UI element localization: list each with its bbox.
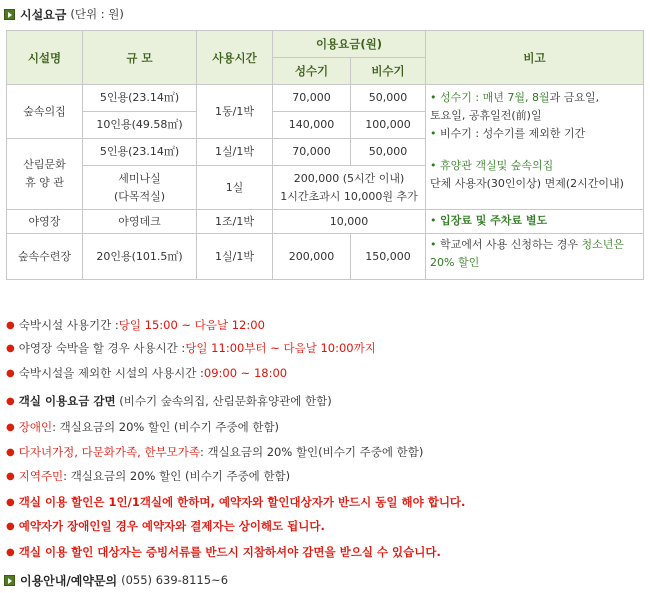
header-note: 비고 bbox=[426, 31, 644, 85]
dot-bullet-icon: ● bbox=[6, 496, 15, 508]
dot-bullet-icon: ● bbox=[6, 520, 15, 532]
arrow-bullet-icon bbox=[4, 575, 15, 586]
cell-scale: 10인용(49.58㎡) bbox=[83, 112, 197, 139]
cell-facility: 야영장 bbox=[7, 210, 83, 234]
note-line: 토요일, 공휴일전(前)일 bbox=[430, 109, 542, 122]
header-facility: 시설명 bbox=[7, 31, 83, 85]
cell-facility: 숲속의집 bbox=[7, 85, 83, 139]
note-line: 단체 사용자(30인이상) 면제(2시간이내) bbox=[430, 177, 624, 190]
note-admission: • 입장료 및 주차료 별도 bbox=[426, 210, 644, 234]
warning-line: ● 객실 이용 할인 대상자는 증빙서류를 반드시 지참하셔야 감면을 받으실 수 있습니다. bbox=[6, 545, 441, 559]
discount-line: ● 다자녀가정, 다문화가족, 한부모가족 : 객실요금의 20% 할인(비수기 주중에 한함) bbox=[6, 445, 424, 459]
cell-facility: 숲속수련장 bbox=[7, 234, 83, 280]
warning-line: ● 예약자가 장애인일 경우 예약자와 결제자는 상이해도 됩니다. bbox=[6, 519, 325, 533]
header-scale: 규 모 bbox=[83, 31, 197, 85]
cell-offpeak: 150,000 bbox=[351, 234, 426, 280]
cell-offpeak: 50,000 bbox=[351, 139, 426, 166]
cell-facility: 산림문화 휴 양 관 bbox=[7, 139, 83, 210]
note-bullet-icon: • bbox=[430, 214, 437, 227]
cell-peak: 70,000 bbox=[273, 85, 351, 112]
header-fee: 이용요금(원) bbox=[273, 31, 426, 58]
cell-time: 1실/1박 bbox=[197, 234, 273, 280]
dot-bullet-icon: ● bbox=[6, 367, 15, 379]
section-header-fees bbox=[4, 6, 124, 22]
discount-line: ● 장애인 : 객실요금의 20% 할인 (비수기 주중에 한함) bbox=[6, 420, 280, 434]
cell-peak: 200,000 bbox=[273, 234, 351, 280]
dot-bullet-icon: ● bbox=[6, 546, 15, 558]
contact-phone: (055) 639-8115~6 bbox=[121, 573, 229, 587]
cell-scale: 5인용(23.14㎡) bbox=[83, 85, 197, 112]
note-bullet-icon: • bbox=[430, 91, 437, 104]
section-title: 시설요금 bbox=[20, 7, 67, 22]
note-school: • 학교에서 사용 신청하는 경우 청소년은 20% 할인 bbox=[426, 234, 644, 280]
cell-time: 1동/1박 bbox=[197, 85, 273, 139]
unit-label: (단위 : 원) bbox=[70, 7, 124, 21]
table-row bbox=[7, 85, 644, 112]
cell-time: 1조/1박 bbox=[197, 210, 273, 234]
dot-bullet-icon: ● bbox=[6, 446, 15, 458]
discount-header: ● 객실 이용요금 감면 (비수기 숲속의집, 산림문화휴양관에 한함) bbox=[6, 394, 332, 408]
table-row bbox=[7, 210, 644, 234]
cell-scale: 야영데크 bbox=[83, 210, 197, 234]
section-header-contact bbox=[4, 572, 228, 588]
info-line: ● 야영장 숙박을 할 경우 사용시간 : 당일 11:00부터 ~ 다음날 10:00까지 bbox=[6, 341, 376, 355]
dot-bullet-icon: ● bbox=[6, 342, 15, 354]
dot-bullet-icon: ● bbox=[6, 470, 15, 482]
dot-bullet-icon: ● bbox=[6, 395, 15, 407]
note-bullet-icon: • bbox=[430, 127, 437, 140]
contact-title: 이용안내/예약문의 bbox=[20, 573, 118, 588]
note-season: • 성수기 : 매년 7월, 8월과 금요일, 토요일, 공휴일전(前)일 • 비수기 : 성수기를 제외한 기간 • 휴양관 객실및 숲속의집 단체 사용자(30인이상) 면제(2시간이내) bbox=[426, 85, 644, 210]
note-bullet-icon: • bbox=[430, 159, 437, 172]
cell-scale: 세미나실 (다목적실) bbox=[83, 166, 197, 210]
dot-bullet-icon: ● bbox=[6, 421, 15, 433]
cell-time: 1실 bbox=[197, 166, 273, 210]
cell-peak: 70,000 bbox=[273, 139, 351, 166]
note-line: 휴양관 객실및 숲속의집 bbox=[440, 159, 554, 172]
fee-table bbox=[6, 30, 644, 280]
cell-scale: 20인용(101.5㎡) bbox=[83, 234, 197, 280]
dot-bullet-icon: ● bbox=[6, 319, 15, 331]
note-bullet-icon: • bbox=[430, 238, 437, 251]
discount-line: ● 지역주민 : 객실요금의 20% 할인 (비수기 주중에 한함) bbox=[6, 469, 291, 483]
header-peak: 성수기 bbox=[273, 58, 351, 85]
header-time: 사용시간 bbox=[197, 31, 273, 85]
arrow-bullet-icon bbox=[4, 9, 15, 20]
cell-offpeak: 100,000 bbox=[351, 112, 426, 139]
info-line: ● 숙박시설을 제외한 시설의 사용시간 : 09:00 ~ 18:00 bbox=[6, 366, 288, 380]
cell-fee: 10,000 bbox=[273, 210, 426, 234]
cell-offpeak: 50,000 bbox=[351, 85, 426, 112]
warning-line: ● 객실 이용 할인은 1인/1객실에 한하며, 예약자와 할인대상자가 반드시 동일 해야 합니다. bbox=[6, 495, 466, 509]
cell-scale: 5인용(23.14㎡) bbox=[83, 139, 197, 166]
info-line: ● 숙박시설 사용기간 : 당일 15:00 ~ 다음날 12:00 bbox=[6, 318, 265, 332]
cell-peak: 140,000 bbox=[273, 112, 351, 139]
note-line: 비수기 : 성수기를 제외한 기간 bbox=[440, 127, 586, 140]
header-offpeak: 비수기 bbox=[351, 58, 426, 85]
cell-time: 1실/1박 bbox=[197, 139, 273, 166]
cell-fee: 200,000 (5시간 이내) 1시간초과시 10,000원 추가 bbox=[273, 166, 426, 210]
table-row bbox=[7, 234, 644, 280]
